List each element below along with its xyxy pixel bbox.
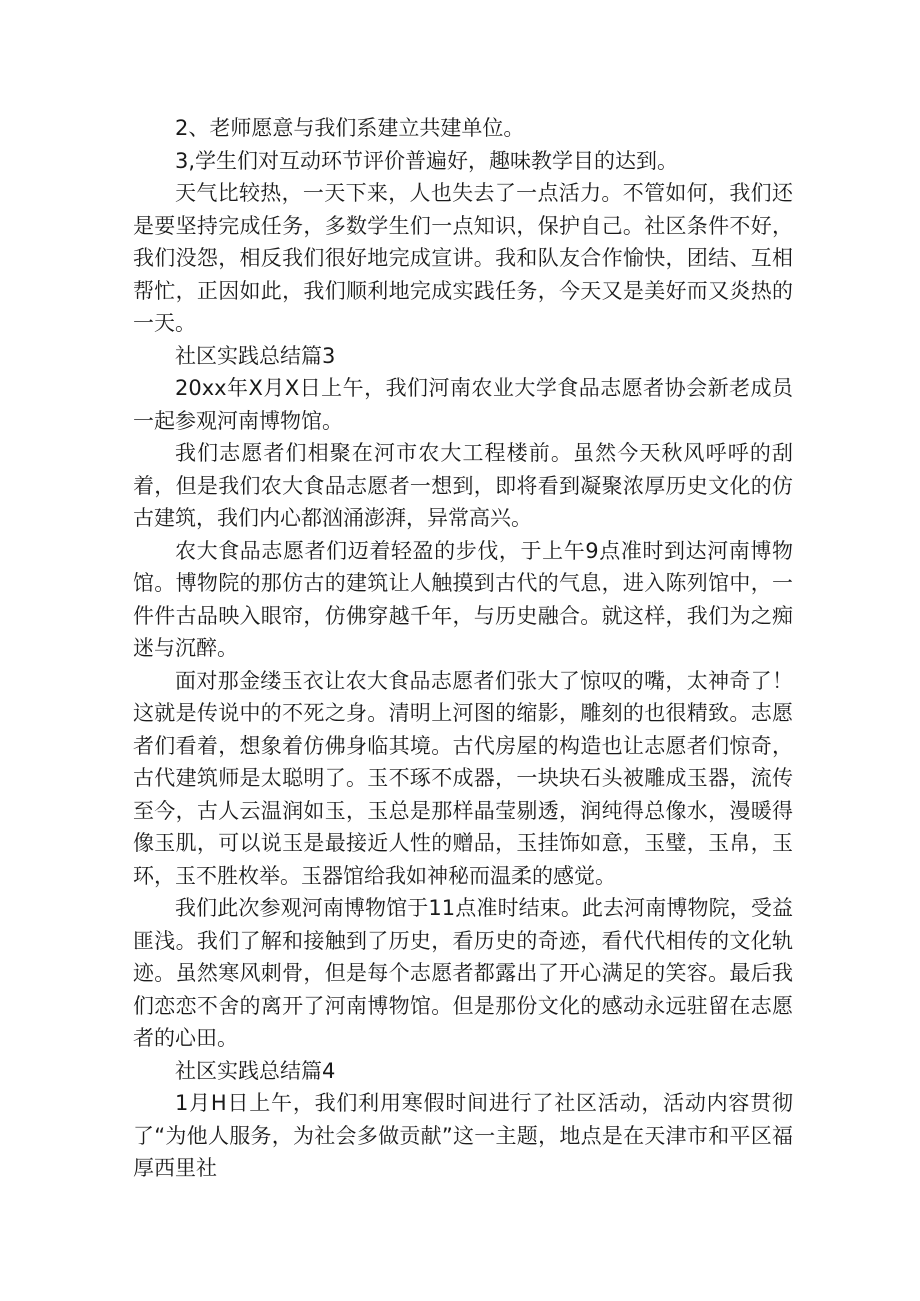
paragraph: 2、老师愿意与我们系建立共建单位。 [175,116,525,140]
paragraph: 面对那金缕玉衣让农大食品志愿者们张大了惊叹的嘴，太神奇了！这就是传说中的不死之身。清明上河图的缩影，雕刻的也很精致。志愿者们看着，想象着仿佛身临其境。古代房屋的构造也让志愿者们惊奇，古代建筑师是太聪明了。玉不琢不成器，一块块石头被雕成玉器，流传至今，古人云温润如玉，玉总是那样晶莹剔透，润纯得总像水，漫暖得像玉肌，可以说玉是最接近人性的赠品，玉挂饰如意，玉璧，玉帛，玉环，玉不胜枚举。玉器馆给我如神秘而温柔的感觉。 [133,668,793,888]
paragraph: 我们此次参观河南博物馆于11点准时结束。此去河南博物院，受益匪浅。我们了解和接触到了历史，看历史的奇迹，看代代相传的文化轨迹。虽然寒风刺骨，但是每个志愿者都露出了开心满足的笑容。最后我们恋恋不舍的离开了河南博物馆。但是那份文化的感动永远驻留在志愿者的心田。 [133,896,793,1050]
section-heading: 社区实践总结篇3 [175,343,336,368]
paragraph: 农大食品志愿者们迈着轻盈的步伐，于上午9点准时到达河南博物馆。博物院的那仿古的建筑让人触摸到古代的气息，进入陈列馆中，一件件古品映入眼帘，仿佛穿越千年，与历史融合。就这样，我们为之痴迷与沉醉。 [133,538,793,660]
document-body [133,112,793,1185]
paragraph: 我们志愿者们相聚在河市农大工程楼前。虽然今天秋风呼呼的刮着，但是我们农大食品志愿者一想到，即将看到凝聚浓厚历史文化的仿古建筑，我们内心都汹涌澎湃，异常高兴。 [133,441,793,530]
section-heading: 社区实践总结篇4 [175,1058,336,1083]
paragraph: 天气比较热，一天下来，人也失去了一点活力。不管如何，我们还是要坚持完成任务，多数学生们一点知识，保护自己。社区条件不好，我们没怨，相反我们很好地完成宣讲。我和队友合作愉快，团结、互相帮忙，正因如此，我们顺利地完成实践任务，今天又是美好而又炎热的一天。 [133,181,793,335]
paragraph: 3,学生们对互动环节评价普遍好，趣味教学目的达到。 [175,148,679,173]
paragraph: 1月H日上午，我们利用寒假时间进行了社区活动，活动内容贯彻了“为他人服务，为社会多做贡献”这一主题，地点是在天津市和平区福厚西里社 [133,1091,793,1180]
paragraph: 20xx年X月X日上午，我们河南农业大学食品志愿者协会新老成员一起参观河南博物馆。 [133,376,793,433]
